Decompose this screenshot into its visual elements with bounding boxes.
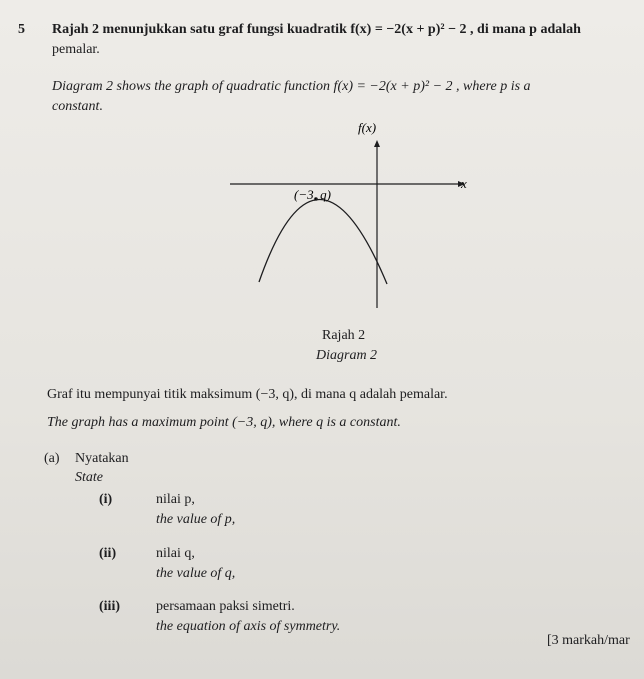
item-iii-english: the equation of axis of symmetry. xyxy=(156,619,341,634)
question-text-english-line2: constant. xyxy=(52,99,103,114)
y-axis-label: f(x) xyxy=(358,120,377,135)
item-iii-malay: persamaan paksi simetri. xyxy=(156,599,295,614)
y-axis-arrowhead xyxy=(374,140,380,147)
statement-english: The graph has a maximum point (−3, q), where q is a constant. xyxy=(47,415,401,430)
item-ii-english: the value of q, xyxy=(156,566,236,581)
parabola-curve xyxy=(259,199,387,284)
item-i-malay: nilai p, xyxy=(156,492,195,507)
statement-malay: Graf itu mempunyai titik maksimum (−3, q), di mana q adalah pemalar. xyxy=(47,387,448,402)
part-a-label: (a) xyxy=(44,451,60,466)
quadratic-graph-diagram xyxy=(225,118,475,318)
part-a-instruction-malay: Nyatakan xyxy=(75,451,129,466)
question-text-malay-line2: pemalar. xyxy=(52,42,100,57)
part-a-instruction-english: State xyxy=(75,470,103,485)
question-number: 5 xyxy=(18,22,25,37)
item-i-label: (i) xyxy=(99,492,113,507)
diagram-caption-english: Diagram 2 xyxy=(316,348,378,363)
marks-allocation: [3 markah/mar xyxy=(547,633,630,648)
maximum-point-label: (−3, q) xyxy=(294,187,331,202)
item-i-english: the value of p, xyxy=(156,512,236,527)
question-text-malay-line1: Rajah 2 menunjukkan satu graf fungsi kuadratik f(x) = −2(x + p)² − 2 , di mana p adalah xyxy=(52,22,581,37)
diagram-caption-malay: Rajah 2 xyxy=(322,328,366,343)
item-ii-malay: nilai q, xyxy=(156,546,195,561)
item-ii-label: (ii) xyxy=(99,546,117,561)
question-text-english-line1: Diagram 2 shows the graph of quadratic function f(x) = −2(x + p)² − 2 , where p is a xyxy=(52,79,531,94)
item-iii-label: (iii) xyxy=(99,599,120,614)
x-axis-label: x xyxy=(461,176,467,191)
